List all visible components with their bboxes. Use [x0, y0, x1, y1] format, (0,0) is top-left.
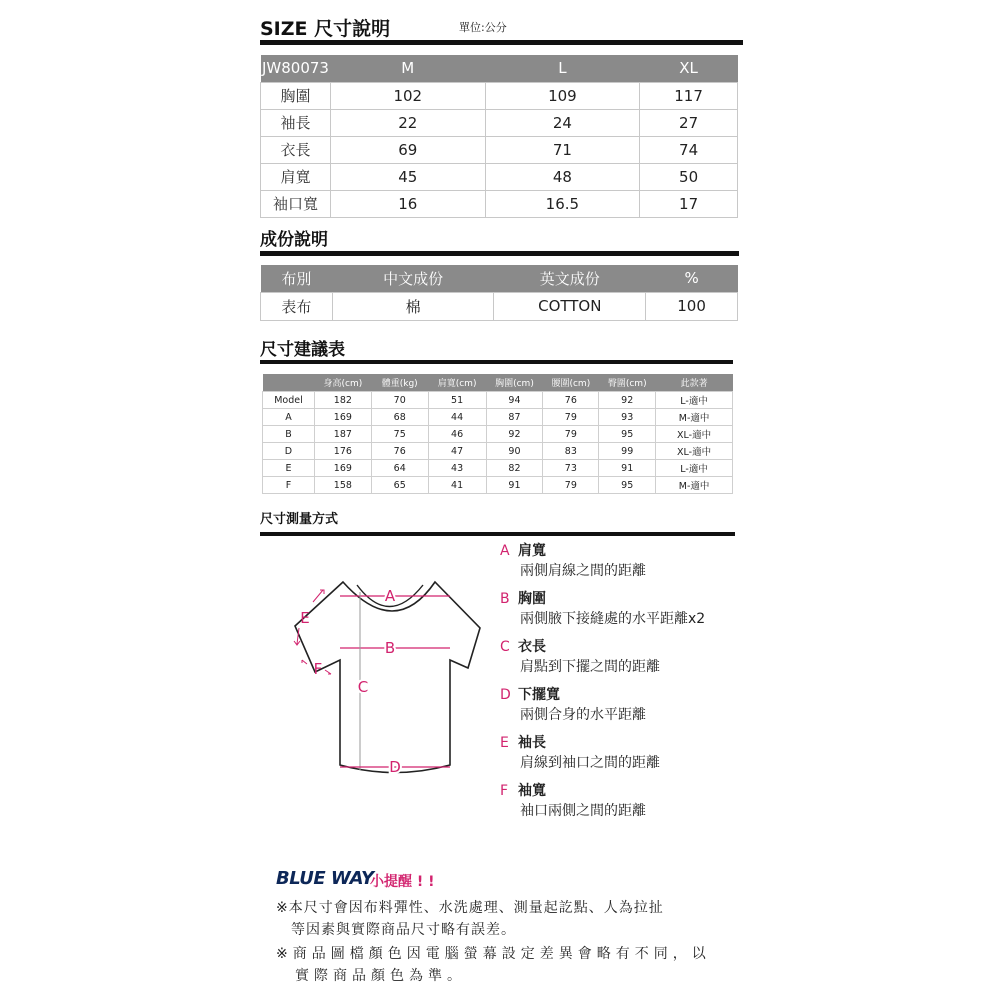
note-line: 等因素與實際商品尺寸略有誤差。	[276, 922, 516, 938]
table-cell: 45	[330, 163, 485, 190]
table-row	[261, 109, 738, 136]
shirt-outline	[295, 582, 480, 773]
legend-letter: E	[500, 735, 509, 751]
table-cell: 158	[314, 477, 371, 494]
recommend-header-cell: 肩寬(cm)	[428, 374, 486, 392]
recommend-header-cell: 此款著	[656, 374, 733, 392]
legend-name: 肩寬	[518, 543, 546, 559]
diagram-label-b: B	[384, 639, 396, 657]
legend-name: 下擺寬	[518, 687, 560, 703]
composition-divider	[260, 251, 739, 256]
table-cell: 袖口寬	[261, 190, 331, 217]
tshirt-diagram	[285, 570, 485, 790]
table-cell: 68	[371, 409, 428, 426]
table-row	[261, 82, 738, 109]
size-header-cell: L	[485, 55, 640, 82]
table-row	[263, 443, 733, 460]
table-cell: 169	[314, 409, 371, 426]
diagram-label-d: D	[389, 758, 401, 776]
table-cell: 95	[599, 477, 656, 494]
reminder-label: 小提醒 ! !	[370, 874, 435, 890]
recommend-table-header	[263, 374, 733, 392]
table-cell: 90	[486, 443, 543, 460]
note-1	[276, 897, 664, 941]
table-cell: D	[263, 443, 315, 460]
diagram-label-e: E	[300, 609, 310, 627]
table-cell: 169	[314, 460, 371, 477]
brand-logo: BLUE WAY	[276, 868, 374, 889]
recommend-header-cell	[263, 374, 315, 392]
table-cell: 43	[428, 460, 486, 477]
recommend-table	[262, 374, 733, 494]
table-cell: 117	[640, 82, 738, 109]
table-cell: 182	[314, 392, 371, 409]
table-cell: Model	[263, 392, 315, 409]
composition-title: 成份說明	[260, 230, 328, 250]
table-cell: 87	[486, 409, 543, 426]
sleeve-width-arrow-left	[302, 660, 307, 664]
diagram-label-f: F	[313, 660, 323, 678]
table-cell: 51	[428, 392, 486, 409]
recommend-title: 尺寸建議表	[260, 340, 345, 360]
legend-letter: B	[500, 591, 510, 607]
note-line: ※本尺寸會因布料彈性、水洗處理、測量起訖點、人為拉扯	[276, 900, 664, 916]
table-cell: 176	[314, 443, 371, 460]
table-cell: 92	[599, 392, 656, 409]
note-line: 實際商品顏色為準。	[276, 968, 466, 984]
table-cell: 袖長	[261, 109, 331, 136]
legend-letter: D	[500, 687, 511, 703]
legend-desc: 兩側腋下接縫處的水平距離x2	[520, 611, 706, 627]
table-cell: M-適中	[656, 409, 733, 426]
legend-item-b	[500, 589, 705, 629]
size-title: SIZE 尺寸說明	[260, 18, 391, 40]
table-cell: 69	[330, 136, 485, 163]
table-cell: L-適中	[656, 392, 733, 409]
note-2	[276, 943, 711, 987]
table-cell: 94	[486, 392, 543, 409]
table-cell: 79	[543, 409, 599, 426]
size-divider	[260, 40, 743, 45]
table-cell: 27	[640, 109, 738, 136]
table-cell: 46	[428, 426, 486, 443]
legend-desc: 兩側合身的水平距離	[520, 707, 646, 723]
legend-desc: 肩線到袖口之間的距離	[520, 755, 660, 771]
table-cell: 47	[428, 443, 486, 460]
table-row	[263, 392, 733, 409]
composition-header-cell: 英文成份	[494, 265, 646, 292]
sleeve-width-arrow-right	[325, 670, 331, 674]
table-row	[263, 426, 733, 443]
table-cell: 41	[428, 477, 486, 494]
table-cell: 76	[371, 443, 428, 460]
table-cell: 17	[640, 190, 738, 217]
table-cell: 76	[543, 392, 599, 409]
legend-desc: 袖口兩側之間的距離	[520, 803, 646, 819]
table-row	[263, 409, 733, 426]
table-cell: 99	[599, 443, 656, 460]
diagram-label-a: A	[384, 587, 396, 605]
table-cell: XL-適中	[656, 443, 733, 460]
size-header-cell: XL	[640, 55, 738, 82]
table-cell: 表布	[261, 292, 333, 320]
table-cell: 109	[485, 82, 640, 109]
diagram-label-c: C	[357, 678, 369, 696]
legend-letter: F	[500, 783, 509, 799]
composition-header-cell: 布別	[261, 265, 333, 292]
table-cell: 16.5	[485, 190, 640, 217]
table-cell: 92	[486, 426, 543, 443]
legend-item-f	[500, 781, 646, 821]
table-cell: 82	[486, 460, 543, 477]
size-header-cell: JW80073	[261, 55, 331, 82]
table-cell: 16	[330, 190, 485, 217]
legend-item-c	[500, 637, 660, 677]
measure-title: 尺寸測量方式	[260, 512, 339, 527]
table-cell: 93	[599, 409, 656, 426]
size-table	[260, 55, 738, 218]
table-cell: 91	[486, 477, 543, 494]
table-cell: 73	[543, 460, 599, 477]
legend-letter: C	[500, 639, 510, 655]
legend-name: 袖長	[518, 735, 546, 751]
size-header-cell: M	[330, 55, 485, 82]
measure-divider	[260, 532, 735, 536]
composition-table-header	[261, 265, 738, 292]
legend-desc: 兩側肩線之間的距離	[520, 563, 646, 579]
size-table-header	[261, 55, 738, 82]
note-line: ※商品圖檔顏色因電腦螢幕設定差異會略有不同，以	[276, 946, 711, 962]
table-cell: F	[263, 477, 315, 494]
composition-header-cell: 中文成份	[332, 265, 494, 292]
legend-desc: 肩點到下擺之間的距離	[520, 659, 660, 675]
table-cell: 75	[371, 426, 428, 443]
table-cell: 肩寬	[261, 163, 331, 190]
table-cell: 187	[314, 426, 371, 443]
table-cell: 83	[543, 443, 599, 460]
composition-table	[260, 265, 738, 321]
table-cell: 79	[543, 426, 599, 443]
table-cell: 24	[485, 109, 640, 136]
table-row	[261, 163, 738, 190]
legend-name: 衣長	[518, 639, 546, 655]
table-cell: COTTON	[494, 292, 646, 320]
table-cell: 79	[543, 477, 599, 494]
legend-letter: A	[500, 543, 510, 559]
table-cell: 91	[599, 460, 656, 477]
legend-item-e	[500, 733, 660, 773]
table-cell: 100	[646, 292, 738, 320]
recommend-header-cell: 臀圍(cm)	[599, 374, 656, 392]
table-cell: 71	[485, 136, 640, 163]
table-cell: XL-適中	[656, 426, 733, 443]
composition-header-cell: %	[646, 265, 738, 292]
legend-name: 袖寬	[518, 783, 546, 799]
table-cell: E	[263, 460, 315, 477]
table-cell: 95	[599, 426, 656, 443]
table-cell: 102	[330, 82, 485, 109]
table-row	[263, 477, 733, 494]
legend-item-d	[500, 685, 646, 725]
recommend-header-cell: 體重(kg)	[371, 374, 428, 392]
recommend-header-cell: 身高(cm)	[314, 374, 371, 392]
table-cell: L-適中	[656, 460, 733, 477]
table-cell: 衣長	[261, 136, 331, 163]
table-cell: 74	[640, 136, 738, 163]
table-cell: 64	[371, 460, 428, 477]
table-row	[261, 136, 738, 163]
table-cell: B	[263, 426, 315, 443]
table-cell: M-適中	[656, 477, 733, 494]
table-cell: 50	[640, 163, 738, 190]
table-cell: 22	[330, 109, 485, 136]
recommend-divider	[260, 360, 733, 364]
table-row	[263, 460, 733, 477]
recommend-header-cell: 腰圍(cm)	[543, 374, 599, 392]
legend-item-a	[500, 541, 646, 581]
table-row	[261, 190, 738, 217]
table-cell: 70	[371, 392, 428, 409]
table-cell: 44	[428, 409, 486, 426]
table-cell: 65	[371, 477, 428, 494]
table-cell: A	[263, 409, 315, 426]
table-cell: 48	[485, 163, 640, 190]
table-cell: 胸圍	[261, 82, 331, 109]
table-row	[261, 292, 738, 320]
legend-name: 胸圍	[518, 591, 546, 607]
unit-label: 單位:公分	[459, 21, 507, 34]
recommend-header-cell: 胸圍(cm)	[486, 374, 543, 392]
table-cell: 棉	[332, 292, 494, 320]
